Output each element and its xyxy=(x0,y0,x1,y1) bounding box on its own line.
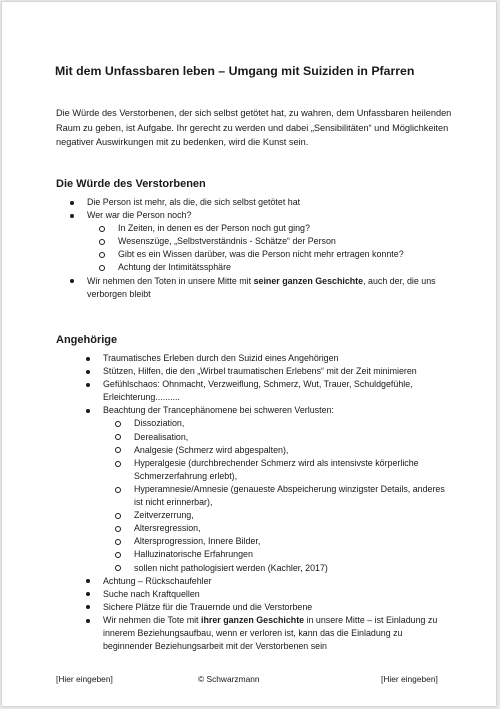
list-item-label: Wer war die Person noch? xyxy=(87,210,192,221)
sub-list-item: In Zeiten, in denen es der Person noch gut ging? xyxy=(87,222,451,235)
list-item xyxy=(56,275,451,301)
document-title: Mit dem Unfassbaren leben – Umgang mit Suiziden in Pfarren xyxy=(55,64,415,78)
sub-list-item: Altersprogression, Innere Bilder, xyxy=(103,535,446,548)
section2-sublist xyxy=(103,417,446,574)
section-heading-wuerde: Die Würde des Verstorbenen xyxy=(56,178,206,190)
intro-paragraph: Die Würde des Verstorbenen, der sich selbst getötet hat, zu wahren, dem Unfassbaren heilenden Raum zu geben, ist Aufgabe. Ihr gerecht zu werden und dabei „Sensibilitäten“ und Möglichkeiten negativer Auswirkungen mit zu bedenken, wird die Kunst sein. xyxy=(56,108,452,147)
sub-list-item: Altersregression, xyxy=(103,522,446,535)
sub-list-item: Derealisation, xyxy=(103,431,446,444)
section-heading-angehoerige: Angehörige xyxy=(56,334,118,346)
sub-list-item: sollen nicht pathologisiert werden (Kachler, 2017) xyxy=(103,562,446,575)
list-item-text: , auch der, die uns verborgen bleibt xyxy=(87,275,436,299)
sub-list-item: Halluzinatorische Erfahrungen xyxy=(103,548,446,561)
footer-left-placeholder[interactable]: [Hier eingeben] xyxy=(56,674,113,684)
list-item xyxy=(72,404,446,574)
list-item xyxy=(72,614,446,653)
list-item-emphasis: seiner ganzen Geschichte xyxy=(253,275,364,286)
sub-list-item: Gibt es ein Wissen darüber, was die Person nicht mehr ertragen konnte? xyxy=(87,248,451,261)
list-item xyxy=(56,209,451,274)
list-item: Traumatisches Erleben durch den Suizid eines Angehörigen xyxy=(72,352,446,365)
sub-list-item: Zeitverzerrung, xyxy=(103,509,446,522)
list-item: Achtung – Rückschaufehler xyxy=(72,575,446,588)
list-item-label: Beachtung der Trancephänomene bei schweren Verlusten: xyxy=(103,405,334,416)
sub-list-item: Dissoziation, xyxy=(103,417,446,430)
sub-list-item: Hyperamnesie/Amnesie (genaueste Abspeicherung winzigster Details, anderes ist nicht erinnerbar), xyxy=(103,483,446,509)
section2-list xyxy=(72,352,446,653)
list-item: Stützen, Hilfen, die den „Wirbel traumatischen Erlebens“ mit der Zeit minimieren xyxy=(72,365,446,378)
list-item: Die Person ist mehr, als die, die sich selbst getötet hat xyxy=(56,196,451,209)
sub-list-item: Hyperalgesie (durchbrechender Schmerz wird als intensivste körperliche Schmerzerfahrung erlebt), xyxy=(103,457,446,483)
sub-list-item: Achtung der Intimitätssphäre xyxy=(87,261,451,274)
list-item: Suche nach Kraftquellen xyxy=(72,588,446,601)
list-item-text: Wir nehmen die Tote mit xyxy=(103,614,201,625)
list-item-text: in unsere Mitte – ist Einladung zu innerem Beziehungsaufbau, wenn er verloren ist, kann das die Einladung zu beginnender Beziehungsarbeit mit der Verstorbenen sein xyxy=(103,614,438,652)
sub-list-item: Analgesie (Schmerz wird abgespalten), xyxy=(103,444,446,457)
list-item-text: Wir nehmen den Toten in unsere Mitte mit xyxy=(87,275,254,286)
footer-right-placeholder[interactable]: [Hier eingeben] xyxy=(381,674,438,684)
list-item: Gefühlschaos: Ohnmacht, Verzweiflung, Schmerz, Wut, Trauer, Schuldgefühle, Erleichterung.......... xyxy=(72,378,446,404)
section1-sublist xyxy=(87,222,451,274)
list-item: Sichere Plätze für die Trauernde und die Verstorbene xyxy=(72,601,446,614)
sub-list-item: Wesenszüge, „Selbstverständnis - Schätze“ der Person xyxy=(87,235,451,248)
section1-list xyxy=(56,196,451,301)
list-item-emphasis: ihrer ganzen Geschichte xyxy=(201,614,305,625)
footer-copyright: © Schwarzmann xyxy=(198,674,260,684)
